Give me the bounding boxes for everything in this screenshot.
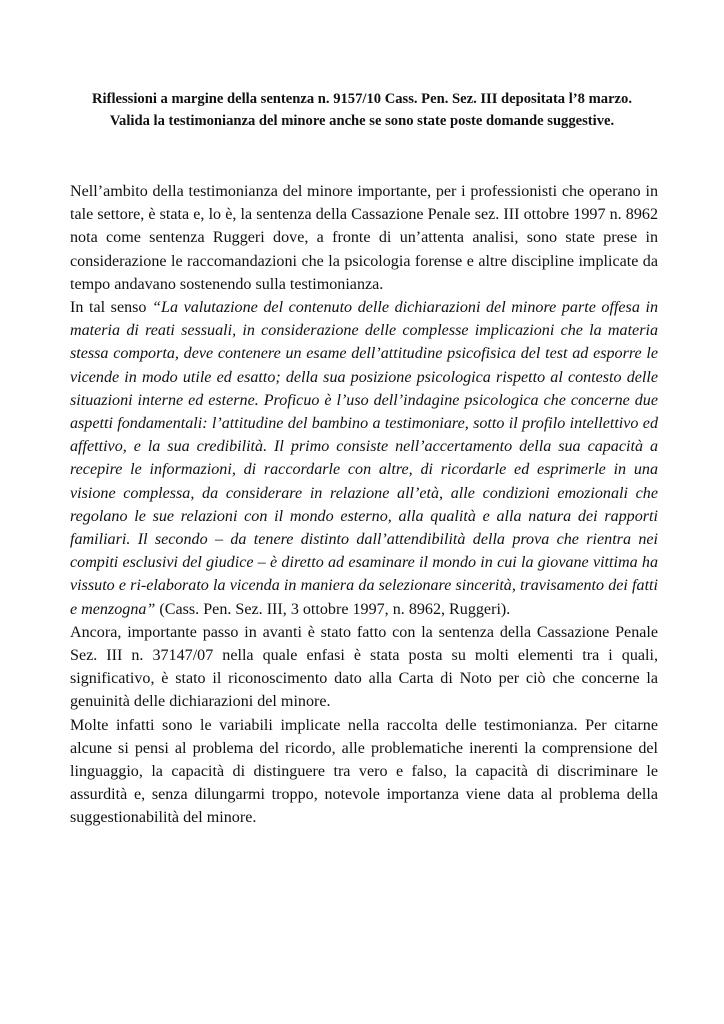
paragraph-1: Nell’ambito della testimonianza del minore importante, per i professionisti che operano in tale settore, è stata e, lo è, la sentenza della Cassazione Penale sez. III ottobre 1997 n. 8962 nota come sentenza Ruggeri dove, a fronte di un’attenta analisi, sono state prese in considerazione le raccomandazioni che la psicologia forense e altre discipline implicate da tempo andavano sostenendo sulla testimonianza.: [70, 183, 658, 293]
paragraph-4: Molte infatti sono le variabili implicate nella raccolta delle testimonianza. Per citarne alcune si pensi al problema del ricordo, alle problematiche inerenti la comprensione del linguaggio, la capacità di distinguere tra vero e falso, la capacità di discriminare le assurdità e, senza dilungarmi troppo, notevole importanza viene data al problema della suggestionabilità del minore.: [70, 716, 658, 827]
document-body: [70, 180, 658, 830]
title-line-1: Riflessioni a margine della sentenza n. 9157/10 Cass. Pen. Sez. III depositata l’8 marzo.: [92, 91, 632, 107]
title-line-2: Valida la testimonianza del minore anche se sono state poste domande suggestive.: [109, 113, 615, 129]
paragraph-2-intro: In tal senso: [70, 299, 153, 317]
paragraph-2: [70, 296, 658, 621]
ruggeri-quote: “La valutazione del contenuto delle dichiarazioni del minore parte offesa in materia di reati sessuali, in considerazione delle complesse implicazioni che la materia stessa comporta, deve contenere un esame dell’attitudine psicofisica del test ad esporre le vicende in modo utile ed esatto; della sua posizione psicologica rispetto al contesto delle situazioni interne ed esterne. Proficuo è l’uso dell’indagine psicologica che concerne due aspetti fondamentali: l’attitudine del bambino a testimoniare, sotto il profilo intellettivo ed affettivo, e la sua credibilità. Il primo consiste nell’accertamento della sua capacità a recepire le informazioni, di raccordarle con altre, di ricordarle ed esprimerle in una visione complessa, da considerare in relazione all’età, alle condizioni emozionali che regolano le sue relazioni con il mondo esterno, alla qualità e alla natura dei rapporti familiari. Il secondo – da tenere distinto dall’attendibilità della prova che rientra nei compiti esclusivi del giudice – è diretto ad esaminare il mondo in cui la giovane vittima ha vissuto e ri-elaborato la vicenda in maniera da selezionare sincerità, travisamento dei fatti e menzogna”: [70, 299, 658, 618]
quote-citation: (Cass. Pen. Sez. III, 3 ottobre 1997, n. 8962, Ruggeri).: [155, 600, 511, 618]
document-title: [40, 88, 684, 132]
paragraph-3: Ancora, importante passo in avanti è stato fatto con la sentenza della Cassazione Penale Sez. III n. 37147/07 nella quale enfasi è stata posta su molti elementi tra i quali, significativo, è stato il riconoscimento dato alla Carta di Noto per ciò che concerne la genuinità delle dichiarazioni del minore.: [70, 623, 658, 711]
